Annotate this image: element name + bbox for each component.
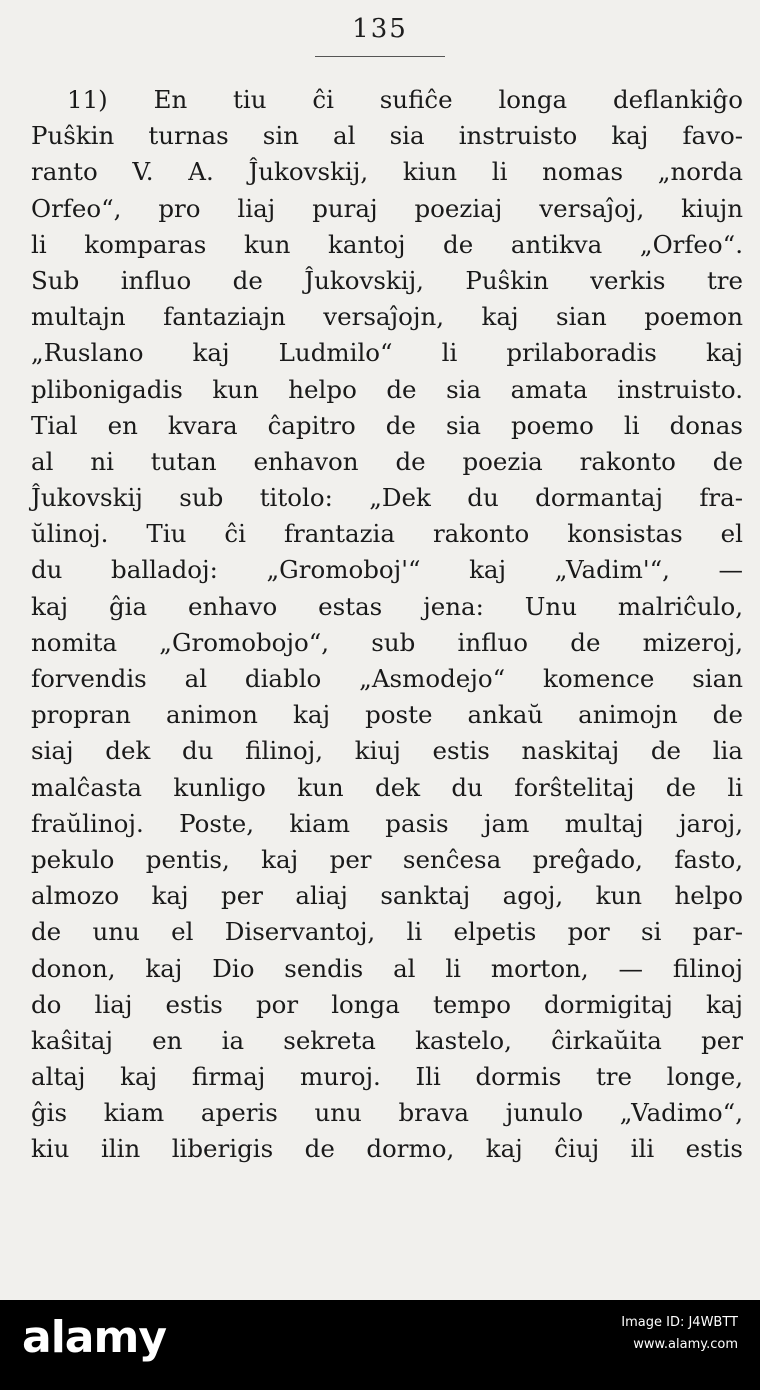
header-rule <box>315 56 445 57</box>
text-line: ŭlinoj. Tiu ĉi frantazia rakonto konsistas el <box>31 519 743 549</box>
image-id-text: Image ID: J4WBTT <box>621 1315 738 1330</box>
text-line: al ni tutan enhavon de poezia rakonto de <box>31 446 743 476</box>
text-line: almozo kaj per aliaj sanktaj agoj, kun helpo <box>31 881 743 911</box>
text-line: plibonigadis kun helpo de sia amata instruisto. <box>31 374 743 404</box>
site-url-text: www.alamy.com <box>633 1337 738 1352</box>
text-line: kaj ĝia enhavo estas jena: Unu malriĉulo, <box>31 591 743 621</box>
text-line: malĉasta kunligo kun dek du forŝtelitaj de li <box>31 772 743 802</box>
text-line: 11) En tiu ĉi sufiĉe longa deflankiĝo <box>67 85 743 114</box>
alamy-logo: alamy <box>22 1312 166 1363</box>
text-line: donon, kaj Dio sendis al li morton, — filinoj <box>31 953 743 983</box>
text-line: multajn fantaziajn versaĵojn, kaj sian poemon <box>31 302 743 332</box>
text-line: do liaj estis por longa tempo dormigitaj kaj <box>31 989 743 1019</box>
text-line: de unu el Diservantoj, li elpetis por si par- <box>31 917 743 947</box>
text-line: propran animon kaj poste ankaŭ animojn de <box>31 700 743 730</box>
text-line: Tial en kvara ĉapitro de sia poemo li donas <box>31 410 743 440</box>
text-line: siaj dek du filinoj, kiuj estis naskitaj de lia <box>31 736 743 766</box>
text-line: kaŝitaj en ia sekreta kastelo, ĉirkaŭita per <box>31 1025 743 1055</box>
text-line: Ĵukovskij sub titolo: „Dek du dormantaj fra- <box>31 483 743 513</box>
text-line: Puŝkin turnas sin al sia instruisto kaj favo- <box>31 121 743 151</box>
text-line: fraŭlinoj. Poste, kiam pasis jam multaj jaroj, <box>31 808 743 838</box>
text-line: nomita „Gromobojo“, sub influo de mizeroj, <box>31 627 743 657</box>
page-number: 135 <box>352 14 408 44</box>
text-line: du balladoj: „Gromoboj'“ kaj „Vadim'“, — <box>31 555 743 585</box>
text-line: pekulo pentis, kaj per senĉesa preĝado, fasto, <box>31 844 743 874</box>
text-line: ranto V. A. Ĵukovskij, kiun li nomas „norda <box>31 157 743 187</box>
text-line: Sub influo de Ĵukovskij, Puŝkin verkis tre <box>31 265 743 295</box>
text-line: li komparas kun kantoj de antikva „Orfeo“. <box>31 229 743 259</box>
text-line: ĝis kiam aperis unu brava junulo „Vadimo“, <box>31 1098 743 1128</box>
text-line: forvendis al diablo „Asmodejo“ komence sian <box>31 664 743 693</box>
text-line: „Ruslano kaj Ludmilo“ li prilaboradis kaj <box>31 338 743 368</box>
text-line: Orfeo“, pro liaj puraj poeziaj versaĵoj, kiujn <box>31 193 743 223</box>
body-text <box>31 82 743 1168</box>
text-line: altaj kaj firmaj muroj. Ili dormis tre longe, <box>31 1062 743 1092</box>
text-line: kiu ilin liberigis de dormo, kaj ĉiuj ili estis <box>31 1134 743 1164</box>
image-id-block <box>621 1312 738 1356</box>
